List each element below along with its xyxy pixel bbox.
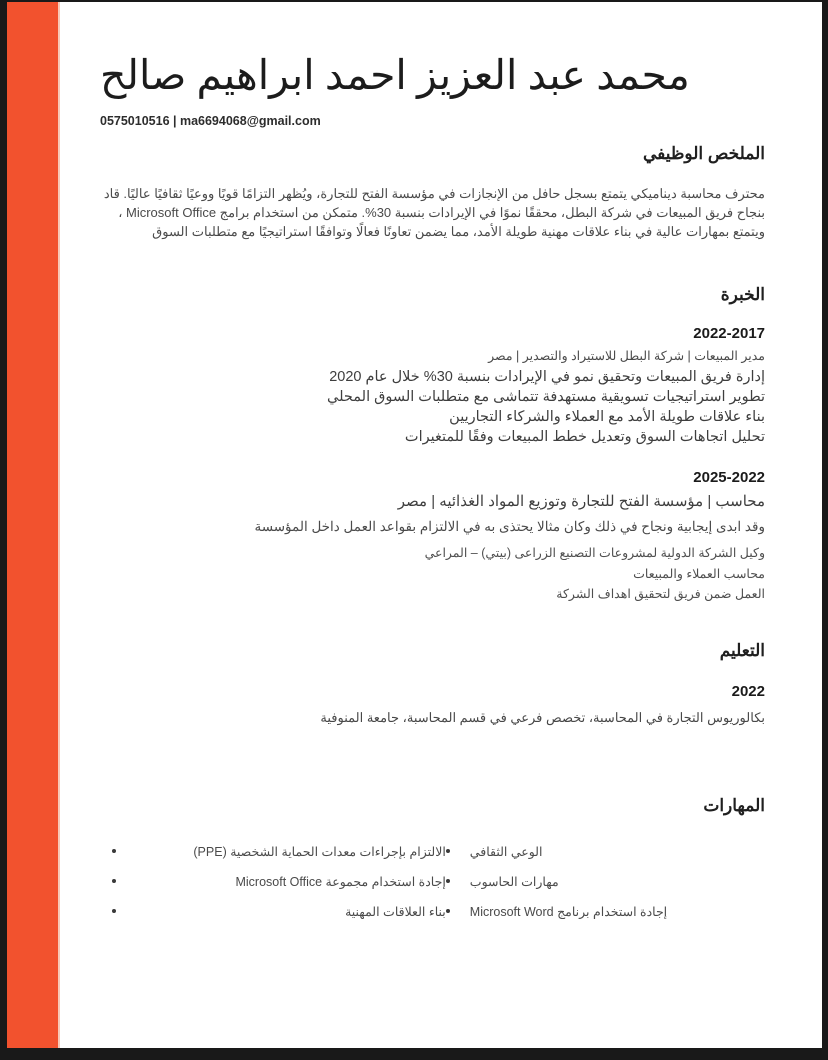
section-heading-education: التعليم: [719, 640, 765, 660]
section-heading-experience: الخبرة: [720, 285, 765, 304]
job2-detail: العمل ضمن فريق لتحقيق اهداف الشركة: [556, 587, 765, 601]
skill-item: [446, 844, 765, 859]
candidate-name: محمد عبد العزيز احمد ابراهيم صالح: [100, 52, 690, 98]
education-year: 2022: [731, 682, 765, 700]
education-degree: بكالوريوس التجارة في المحاسبة، تخصص فرعي في قسم المحاسبة، جامعة المنوفية: [320, 709, 765, 725]
skill-item: [100, 904, 446, 919]
job1-detail: إدارة فريق المبيعات وتحقيق نمو في الإيرادات بنسبة 30% خلال عام 2020: [329, 369, 765, 385]
section-heading-summary: الملخص الوظيفي: [643, 144, 765, 163]
bullet-icon: [446, 909, 450, 913]
bullet-icon: [446, 879, 450, 883]
skill-item: [446, 874, 765, 889]
bullet-icon: [446, 849, 450, 853]
skill-item: [100, 874, 446, 889]
resume-content: [100, 2, 765, 1048]
summary-paragraph: محترف محاسبة ديناميكي يتمتع بسجل حافل من الإنجازات في مؤسسة الفتح للتجارة، ويُظهر التزامًا قويًا ووعيًا ثقافيًا عاليًا. قاد بنجاح فريق المبيعات في شركة البطل، محققًا نموًا في الإيرادات بنسبة 30%. متمكن من استخدام برامج Microsoft Office ، ويتمتع بمهارات عالية في بناء علاقات مهنية طويلة الأمد، مما يضمن تعاونًا فعالًا وتوافقًا استراتيجيًا مع متطلبات السوق: [103, 186, 765, 239]
bullet-icon: [112, 849, 116, 853]
bullet-icon: [112, 909, 116, 913]
job1-dates: 2022-2017: [693, 325, 765, 342]
accent-stripe: [7, 2, 60, 1048]
job2-details-list: [100, 543, 765, 605]
job2-dates: 2025-2022: [693, 469, 765, 486]
job2-lead-line: وقد ابدى إيجابية ونجاح في ذلك وكان مثالا يحتذى به في الالتزام بقواعد العمل داخل المؤسسة: [254, 519, 765, 534]
contact-line: 0575010516 | ma6694068@gmail.com: [100, 114, 321, 128]
skill-label: الالتزام بإجراءات معدات الحماية الشخصية (PPE): [193, 844, 446, 859]
resume-page: [7, 2, 822, 1048]
skill-label: إجادة استخدام برنامج Microsoft Word: [469, 904, 668, 919]
skills-grid: [100, 844, 765, 934]
skill-label: إجادة استخدام مجموعة Microsoft Office: [235, 874, 446, 889]
bullet-icon: [112, 879, 116, 883]
job2-detail: محاسب العملاء والمبيعات: [633, 566, 765, 581]
job1-detail: تحليل اتجاهات السوق وتعديل خطط المبيعات وفقًا للمتغيرات: [404, 429, 765, 445]
section-heading-skills: المهارات: [703, 795, 765, 815]
skills-column-right: [446, 844, 765, 934]
skill-label: بناء العلاقات المهنية: [345, 904, 446, 919]
job1-title-line: مدير المبيعات | شركة البطل للاستيراد والتصدير | مصر: [488, 349, 765, 363]
job1-details-list: [100, 367, 765, 447]
job2-detail: وكيل الشركة الدولية لمشروعات التصنيع الزراعى (بيتي) – المراعي: [424, 546, 765, 560]
skill-label: مهارات الحاسوب: [469, 874, 559, 889]
skill-item: [100, 844, 446, 859]
job1-detail: بناء علاقات طويلة الأمد مع العملاء والشركاء التجاريين: [449, 409, 765, 425]
job1-detail: تطوير استراتيجيات تسويقية مستهدفة تتماشى مع متطلبات السوق المحلي: [327, 389, 765, 405]
skills-column-left: [100, 844, 446, 934]
job2-title-line: محاسب | مؤسسة الفتح للتجارة وتوزيع المواد الغذائيه | مصر: [397, 493, 765, 510]
skill-item: [446, 904, 765, 919]
skill-label: الوعي الثقافي: [469, 844, 543, 859]
